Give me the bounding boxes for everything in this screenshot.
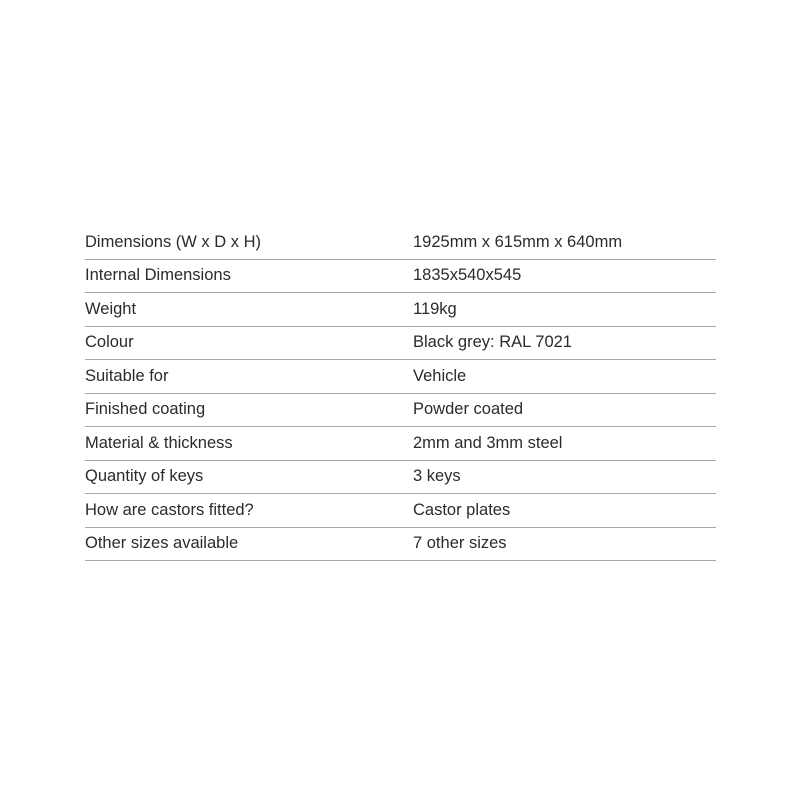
spec-value: 7 other sizes: [413, 534, 507, 553]
spec-table: [85, 226, 716, 561]
spec-value: Castor plates: [413, 500, 511, 519]
spec-label: Dimensions (W x D x H): [85, 232, 262, 251]
spec-value: 1835x540x545: [413, 266, 522, 285]
spec-label: Suitable for: [85, 366, 169, 385]
spec-value: 1925mm x 615mm x 640mm: [413, 232, 623, 251]
spec-value: 3 keys: [413, 467, 461, 486]
spec-label: Colour: [85, 333, 134, 352]
spec-value: Black grey: RAL 7021: [413, 333, 572, 352]
table-row: [85, 494, 716, 528]
table-row: [85, 260, 716, 294]
spec-label: Internal Dimensions: [85, 266, 231, 285]
spec-label: How are castors fitted?: [85, 500, 254, 519]
spec-label: Finished coating: [85, 400, 206, 419]
table-row: [85, 528, 716, 562]
table-row: [85, 327, 716, 361]
table-row: [85, 427, 716, 461]
spec-label: Material & thickness: [85, 433, 233, 452]
spec-label: Quantity of keys: [85, 467, 204, 486]
table-row: [85, 461, 716, 495]
spec-label: Other sizes available: [85, 534, 239, 553]
table-row: [85, 394, 716, 428]
spec-value: Powder coated: [413, 400, 524, 419]
spec-label: Weight: [85, 299, 137, 318]
spec-value: 119kg: [413, 299, 457, 318]
table-row: [85, 360, 716, 394]
spec-value: Vehicle: [413, 366, 467, 385]
spec-value: 2mm and 3mm steel: [413, 433, 563, 452]
table-row: [85, 293, 716, 327]
table-row: [85, 226, 716, 260]
